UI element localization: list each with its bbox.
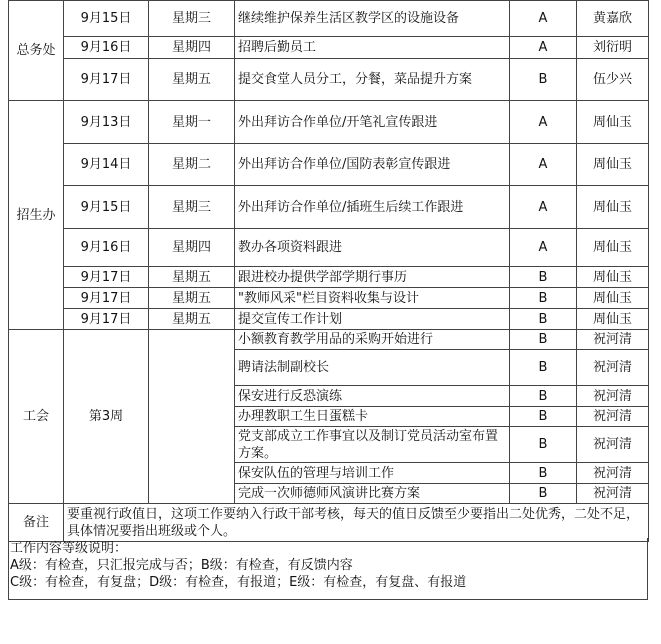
table-row <box>9 267 649 288</box>
grade-cell: A <box>510 101 577 144</box>
person-cell: 伍少兴 <box>577 59 649 101</box>
task-cell: 教办各项资料跟进 <box>235 229 510 267</box>
person-cell: 周仙玉 <box>577 288 649 309</box>
task-cell: 办理教职工生日蛋糕卡 <box>235 407 510 427</box>
date-cell: 9月14日 <box>64 144 149 186</box>
table-row <box>9 186 649 229</box>
grade-cell: A <box>510 229 577 267</box>
task-cell: 外出拜访合作单位/开笔礼宣传跟进 <box>235 101 510 144</box>
department-cell: 招生办 <box>9 101 64 330</box>
weekday-cell: 星期五 <box>149 288 235 309</box>
person-cell: 祝河清 <box>577 463 649 484</box>
table-row <box>9 144 649 186</box>
date-cell: 9月15日 <box>64 186 149 229</box>
person-cell: 祝河清 <box>577 407 649 427</box>
grade-cell: B <box>510 463 577 484</box>
table-row <box>9 309 649 330</box>
date-cell: 9月17日 <box>64 59 149 101</box>
task-cell: 继续维护保养生活区教学区的设施设备 <box>235 1 510 37</box>
task-cell: 招聘后勤员工 <box>235 37 510 59</box>
task-cell: "教师风采"栏目资料收集与设计 <box>235 288 510 309</box>
weekday-cell: 星期一 <box>149 101 235 144</box>
table-row <box>9 37 649 59</box>
remarks-text: 要重视行政值日，这项工作要纳入行政干部考核，每天的值日反馈至少要指出二处优秀，二处不足，具体情况要指出班级或个人。 <box>64 504 649 542</box>
grade-cell: B <box>510 267 577 288</box>
grade-cell: B <box>510 309 577 330</box>
table-row <box>9 288 649 309</box>
grade-cell: B <box>510 427 577 463</box>
task-cell: 提交宣传工作计划 <box>235 309 510 330</box>
grade-cell: B <box>510 330 577 350</box>
person-cell: 刘衍明 <box>577 37 649 59</box>
table-row <box>9 59 649 101</box>
weekday-cell: 星期三 <box>149 186 235 229</box>
person-cell: 周仙玉 <box>577 267 649 288</box>
table-row <box>9 101 649 144</box>
task-cell: 聘请法制副校长 <box>235 350 510 386</box>
table-row <box>9 1 649 37</box>
task-cell: 外出拜访合作单位/国防表彰宣传跟进 <box>235 144 510 186</box>
grading-line-1: A级：有检查，只汇报完成与否；B级：有检查，有反馈内容 <box>10 558 353 573</box>
week-cell: 第3周 <box>64 330 149 504</box>
date-cell: 9月15日 <box>64 1 149 37</box>
grade-cell: B <box>510 350 577 386</box>
date-cell: 9月16日 <box>64 37 149 59</box>
date-cell: 9月13日 <box>64 101 149 144</box>
remarks-row <box>9 504 649 542</box>
weekday-cell: 星期四 <box>149 37 235 59</box>
task-cell: 保安队伍的管理与培训工作 <box>235 463 510 484</box>
task-cell: 保安进行反恐演练 <box>235 386 510 407</box>
weekday-cell: 星期二 <box>149 144 235 186</box>
grade-cell: B <box>510 59 577 101</box>
weekday-cell: 星期五 <box>149 267 235 288</box>
grading-legend <box>8 538 648 600</box>
weekday-cell: 星期五 <box>149 309 235 330</box>
person-cell: 周仙玉 <box>577 101 649 144</box>
weekday-empty-cell <box>149 330 235 504</box>
date-cell: 9月17日 <box>64 288 149 309</box>
person-cell: 黄嘉欣 <box>577 1 649 37</box>
department-cell: 总务处 <box>9 1 64 101</box>
person-cell: 祝河清 <box>577 330 649 350</box>
department-cell: 工会 <box>9 330 64 504</box>
task-cell: 完成一次师德师风演讲比赛方案 <box>235 484 510 504</box>
weekday-cell: 星期五 <box>149 59 235 101</box>
task-cell: 外出拜访合作单位/插班生后续工作跟进 <box>235 186 510 229</box>
task-cell: 党支部成立工作事宜以及制订党员活动室布置方案。 <box>235 427 510 463</box>
grade-cell: A <box>510 144 577 186</box>
date-cell: 9月17日 <box>64 267 149 288</box>
person-cell: 周仙玉 <box>577 309 649 330</box>
grade-cell: A <box>510 186 577 229</box>
date-cell: 9月17日 <box>64 309 149 330</box>
person-cell: 祝河清 <box>577 484 649 504</box>
table-row <box>9 330 649 350</box>
grading-line-2: C级：有检查，有复盘；D级：有检查，有报道；E级：有检查，有复盘、有报道 <box>10 575 467 590</box>
date-cell: 9月16日 <box>64 229 149 267</box>
table-row <box>9 229 649 267</box>
grade-cell: B <box>510 484 577 504</box>
work-schedule-table <box>8 0 649 542</box>
grade-cell: A <box>510 37 577 59</box>
person-cell: 周仙玉 <box>577 229 649 267</box>
grade-cell: B <box>510 407 577 427</box>
task-cell: 小额教育教学用品的采购开始进行 <box>235 330 510 350</box>
person-cell: 周仙玉 <box>577 144 649 186</box>
person-cell: 周仙玉 <box>577 186 649 229</box>
grade-cell: B <box>510 386 577 407</box>
grading-title: 工作内容等级说明： <box>10 541 128 556</box>
person-cell: 祝河清 <box>577 427 649 463</box>
grade-cell: B <box>510 288 577 309</box>
person-cell: 祝河清 <box>577 386 649 407</box>
weekday-cell: 星期三 <box>149 1 235 37</box>
remarks-label: 备注 <box>9 504 64 542</box>
weekday-cell: 星期四 <box>149 229 235 267</box>
person-cell: 祝河清 <box>577 350 649 386</box>
grade-cell: A <box>510 1 577 37</box>
task-cell: 跟进校办提供学部学期行事历 <box>235 267 510 288</box>
task-cell: 提交食堂人员分工，分餐，菜品提升方案 <box>235 59 510 101</box>
